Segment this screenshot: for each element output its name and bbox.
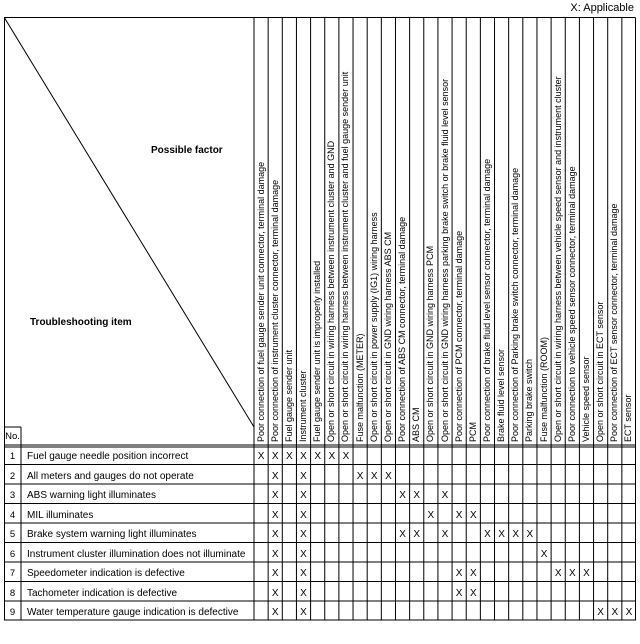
item-number: 4 xyxy=(9,509,16,521)
applicable-mark: X xyxy=(271,509,279,521)
applicable-mark: X xyxy=(342,451,350,462)
applicable-mark: X xyxy=(469,568,477,579)
factor-header: Open or short circuit in wiring harness between instrument cluster and fuel gauge sender unit xyxy=(340,71,351,442)
item-number: 2 xyxy=(9,470,16,482)
applicable-mark: X xyxy=(441,529,449,540)
item-number: 8 xyxy=(9,587,16,599)
applicable-mark: X xyxy=(441,490,449,501)
applicable-mark: X xyxy=(271,568,279,579)
applicable-mark: X xyxy=(455,568,463,579)
applicable-legend: X: Applicable xyxy=(570,2,634,14)
applicable-mark: X xyxy=(385,470,392,482)
applicable-mark: X xyxy=(427,509,435,521)
applicable-mark: X xyxy=(271,548,279,560)
applicable-mark: X xyxy=(370,470,378,482)
applicable-mark: X xyxy=(455,587,463,599)
factor-header: Fuel gauge sender unit is improperly installed xyxy=(312,260,323,442)
applicable-mark: X xyxy=(300,451,307,462)
factor-header: Poor connection of Parking brake switch connector, terminal damage xyxy=(510,167,521,442)
applicable-mark: X xyxy=(271,607,279,618)
factor-header: Parking brake switch xyxy=(524,358,535,442)
troubleshooting-item-label: Brake system warning light illuminates xyxy=(27,529,197,540)
troubleshooting-item-label: Fuel gauge needle position incorrect xyxy=(27,451,189,462)
applicable-mark: X xyxy=(356,470,364,482)
applicable-mark: X xyxy=(300,509,307,521)
factor-header: Poor connection of ABS CM connector, terminal damage xyxy=(397,216,408,442)
applicable-mark: X xyxy=(300,607,307,618)
applicable-mark: X xyxy=(469,509,477,521)
applicable-mark: X xyxy=(484,529,491,540)
applicable-mark: X xyxy=(625,607,633,618)
factor-header: Open or short circuit in GND wiring harness parking brake switch or brake fluid level sensor xyxy=(439,78,450,442)
factor-header: Poor connection of instrument cluster connector, terminal damage xyxy=(269,179,280,442)
item-number: 9 xyxy=(9,607,16,618)
applicable-mark: X xyxy=(286,451,293,462)
applicable-mark: X xyxy=(271,490,279,501)
applicable-mark: X xyxy=(300,470,307,482)
applicable-mark: X xyxy=(469,587,477,599)
applicable-mark: X xyxy=(300,529,307,540)
factor-header: Open or short circuit in wiring harness between instrument cluster and GND xyxy=(326,140,337,442)
factor-header: Fuse malfunction (ROOM) xyxy=(538,336,549,442)
factor-header: Poor connection of PCM connector, terminal damage xyxy=(453,230,464,442)
applicable-mark: X xyxy=(328,451,336,462)
troubleshooting-item-label: Water temperature gauge indication is defective xyxy=(27,607,239,618)
applicable-mark: X xyxy=(314,451,321,462)
factor-header: Poor connection to vehicle speed sensor connector, terminal damage xyxy=(566,166,577,442)
factor-header: ABS CM xyxy=(411,407,422,442)
applicable-mark: X xyxy=(413,529,421,540)
troubleshooting-matrix xyxy=(4,17,636,641)
applicable-mark: X xyxy=(583,568,590,579)
factor-header: Brake fluid level sensor xyxy=(496,348,507,442)
factor-header: PCM xyxy=(467,422,478,442)
troubleshooting-item-label: ABS warning light illuminates xyxy=(27,490,156,501)
factor-header: Poor connection of fuel gauge sender unit connector, terminal damage xyxy=(255,161,266,442)
applicable-mark: X xyxy=(271,587,279,599)
troubleshooting-item-label: Instrument cluster illumination does not illuminate xyxy=(27,548,246,560)
troubleshooting-item-heading: Troubleshooting item xyxy=(30,317,132,328)
factor-header: Poor connection of ECT sensor connector, terminal damage xyxy=(609,203,620,442)
factor-header: Instrument cluster xyxy=(298,370,309,442)
applicable-mark: X xyxy=(611,607,619,618)
applicable-mark: X xyxy=(257,451,265,462)
applicable-mark: X xyxy=(300,568,307,579)
applicable-mark: X xyxy=(413,490,421,501)
applicable-mark: X xyxy=(300,490,307,501)
applicable-mark: X xyxy=(554,568,562,579)
applicable-mark: X xyxy=(300,587,307,599)
number-heading: No. xyxy=(5,431,20,442)
applicable-mark: X xyxy=(498,529,505,540)
factor-header: Open or short circuit in wiring harness between vehicle speed sensor and instrument cluster xyxy=(552,76,563,442)
factor-header: Vehicle speed sensor xyxy=(580,356,591,442)
applicable-mark: X xyxy=(399,490,406,501)
item-number: 5 xyxy=(9,529,16,540)
possible-factor-heading: Possible factor xyxy=(151,145,223,156)
applicable-mark: X xyxy=(300,548,307,560)
item-number: 6 xyxy=(9,548,16,560)
item-number: 7 xyxy=(9,568,16,579)
item-number: 1 xyxy=(9,451,16,462)
troubleshooting-item-label: All meters and gauges do not operate xyxy=(27,470,194,482)
factor-header: Poor connection of brake fluid level sensor connector, terminal damage xyxy=(481,158,492,442)
applicable-mark: X xyxy=(455,509,463,521)
applicable-mark: X xyxy=(526,529,534,540)
factor-header: Fuse malfunction (METER) xyxy=(354,333,365,442)
factor-header: ECT sensor xyxy=(623,394,634,442)
applicable-mark: X xyxy=(568,568,576,579)
applicable-mark: X xyxy=(271,529,279,540)
factor-header: Open or short circuit in power supply (IG1) wiring harness xyxy=(368,212,379,442)
applicable-mark: X xyxy=(597,607,604,618)
grid-line xyxy=(4,17,254,427)
factor-header: Open or short circuit in GND wiring harness ABS CM xyxy=(382,231,393,442)
factor-header: Open or short circuit in GND wiring harness PCM xyxy=(425,245,436,442)
factor-header: Open or short circuit in ECT sensor xyxy=(595,301,606,442)
troubleshooting-item-label: MIL illuminates xyxy=(27,509,94,521)
item-number: 3 xyxy=(9,490,16,501)
applicable-mark: X xyxy=(512,529,520,540)
applicable-mark: X xyxy=(271,470,279,482)
applicable-mark: X xyxy=(271,451,279,462)
applicable-mark: X xyxy=(399,529,406,540)
troubleshooting-item-label: Speedometer indication is defective xyxy=(27,568,185,579)
applicable-mark: X xyxy=(540,548,548,560)
troubleshooting-item-label: Tachometer indication is defective xyxy=(27,587,178,599)
factor-header: Fuel gauge sender unit xyxy=(283,349,294,442)
